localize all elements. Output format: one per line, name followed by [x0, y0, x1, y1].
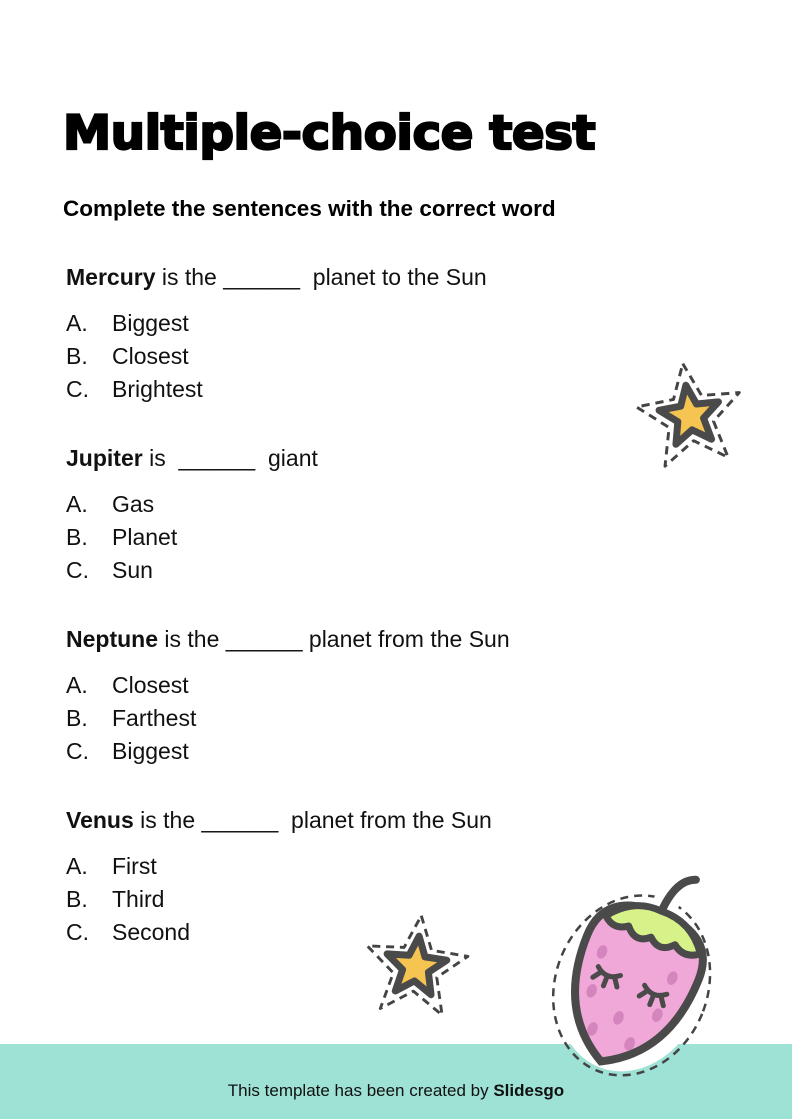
- option-a: A. Closest: [66, 672, 189, 698]
- star-sticker-icon: [632, 360, 748, 470]
- option-b: B. Farthest: [66, 705, 197, 731]
- page-title: Multiple-choice test: [63, 106, 596, 161]
- option-b: B. Closest: [66, 343, 189, 369]
- question-2: [66, 445, 626, 590]
- answer-blank: ______: [178, 445, 256, 471]
- option-b: B. Third: [66, 886, 165, 912]
- instructions: Complete the sentences with the correct word: [63, 196, 556, 221]
- option-c: C. Brightest: [66, 376, 203, 402]
- option-a: A. Biggest: [66, 310, 189, 336]
- option-c: C. Sun: [66, 557, 153, 583]
- question-stem: Jupiter is ______ giant: [66, 445, 318, 471]
- star-sticker-icon: [360, 912, 472, 1020]
- footer-credit: This template has been created by Slidesgo: [227, 1081, 565, 1100]
- question-3: [66, 626, 626, 771]
- answer-blank: ______: [223, 264, 300, 290]
- option-a: A. First: [66, 853, 157, 879]
- option-b: B. Planet: [66, 524, 178, 550]
- option-a: A. Gas: [66, 491, 155, 517]
- answer-blank: ______: [225, 626, 303, 652]
- answer-blank: ______: [201, 807, 279, 833]
- brand-link[interactable]: Slidesgo: [493, 1081, 565, 1100]
- question-stem: Mercury is the ______ planet to the Sun: [66, 264, 487, 290]
- question-stem: Venus is the ______ planet from the Sun: [66, 807, 492, 833]
- question-1: [66, 264, 626, 409]
- option-c: C. Second: [66, 919, 191, 945]
- question-4: [66, 807, 626, 952]
- question-stem: Neptune is the ______ planet from the Sun: [66, 626, 510, 652]
- strawberry-sticker-icon: [545, 848, 725, 1083]
- option-c: C. Biggest: [66, 738, 189, 764]
